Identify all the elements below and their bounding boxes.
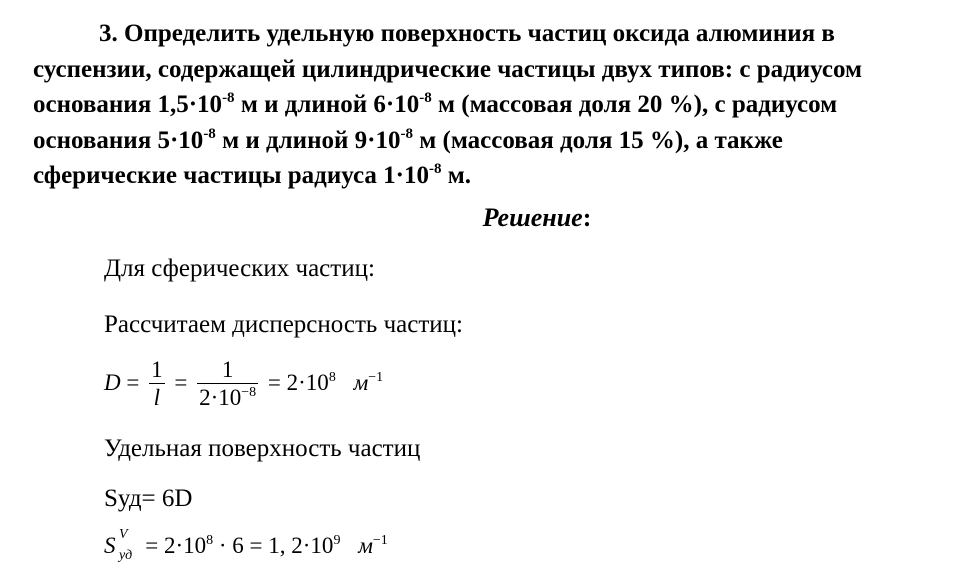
solution-heading: Решение: bbox=[482, 203, 592, 232]
problem-line-3: основания $1,5\cdot 10^{-8}$ м и длиной $6\cdot 10^{-8}$ м (массовая доля 20 %), с радиусом bbox=[33, 90, 838, 118]
paragraph-spherical: Для сферических частиц: bbox=[104, 255, 375, 282]
problem-line-5: сферические частицы радиуса $1\cdot 10^{-8}$ м. bbox=[33, 161, 471, 189]
problem-line-4: основания $5\cdot 10^{-8}$ м и длиной $9\cdot 10^{-8}$ м (массовая доля 15 %), а также bbox=[33, 125, 783, 154]
specific-surface-calc: S V уд = $2\cdot 10^8 \cdot 6 = 1$, $2\cdot 10^9$ $м^{-1}$ bbox=[104, 527, 388, 563]
problem-line-1: 3. Определить удельную поверхность частиц оксида алюминия в bbox=[99, 20, 835, 47]
problem-line-2: суспензии, содержащей цилиндрические частицы двух типов: с радиусом bbox=[33, 55, 863, 83]
specific-surface-formula: Sуд= 6D bbox=[104, 485, 193, 512]
problem-statement bbox=[33, 16, 973, 194]
dispersity-formula: D = $\frac{1}{l}$ = $\frac{1}{2\cdot 10^{-8}}$ = $2\cdot 10^8$ $м^{-1}$ bbox=[104, 357, 384, 410]
fraction-1-over-l: $\frac{1}{l}$ bbox=[151, 357, 163, 410]
s-v-ud-symbol: S V уд bbox=[104, 527, 133, 563]
paragraph-specific-surface: Удельная поверхность частиц bbox=[104, 435, 421, 462]
fraction-1-over-size: $\frac{1}{2\cdot 10^{-8}}$ bbox=[199, 357, 257, 410]
paragraph-dispersity: Рассчитаем дисперсность частиц: bbox=[104, 311, 463, 338]
